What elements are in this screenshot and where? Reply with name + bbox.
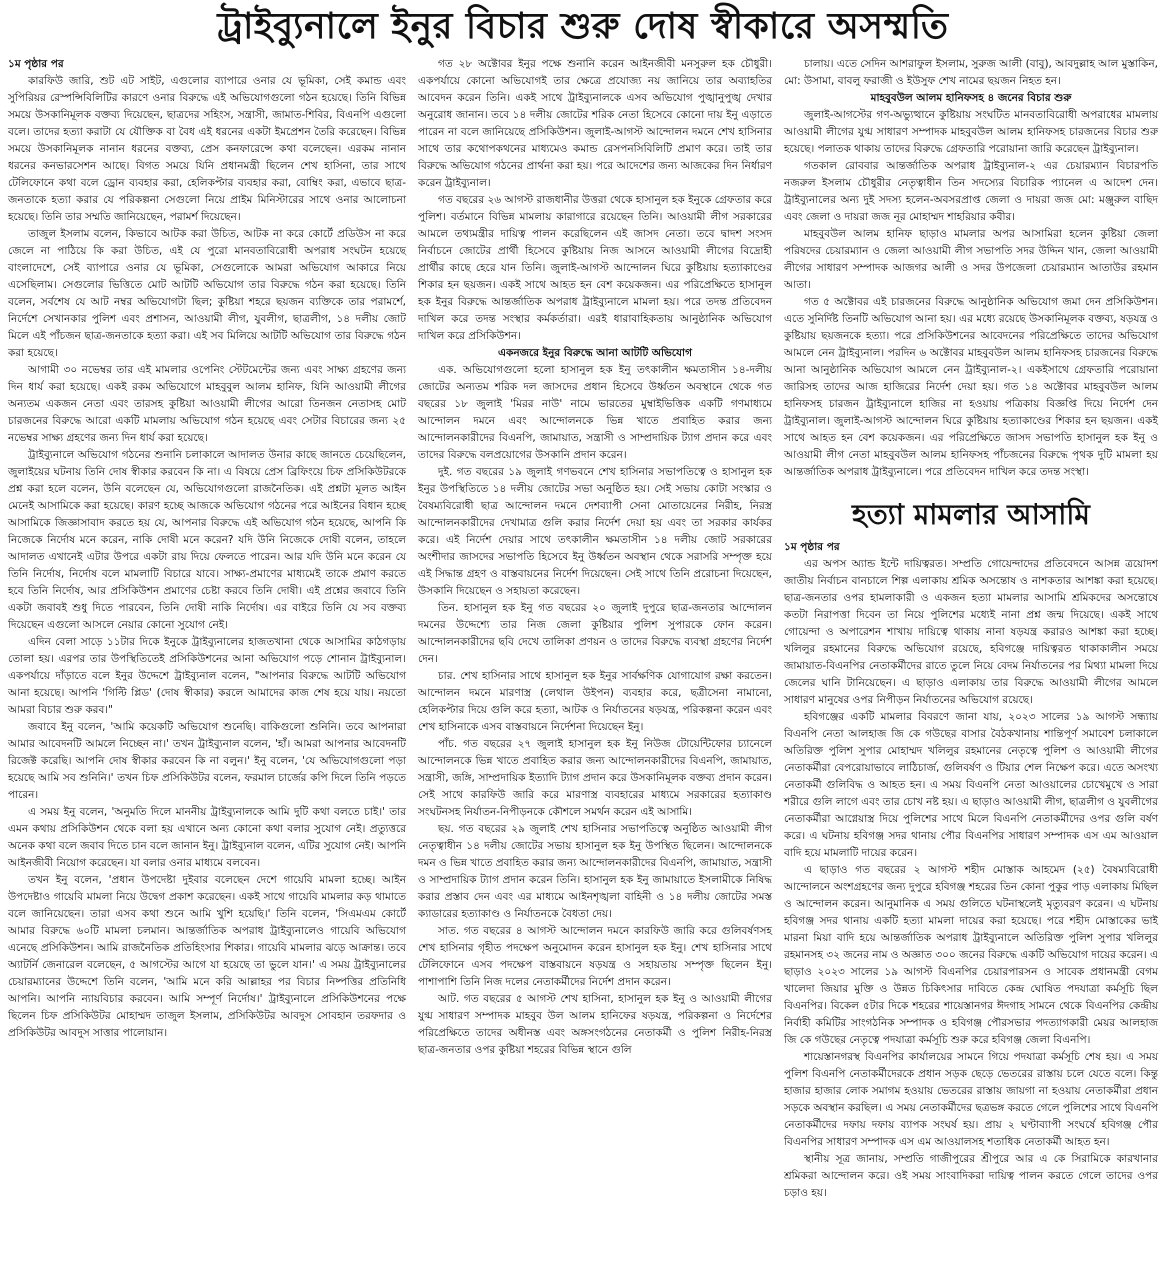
paragraph: তাজুল ইসলাম বলেন, কিভাবে আটক করা উচিত, আটক না করে কোর্টে প্রডিউস না করে জেলে না পাঠিয়ে কি করা উচিত, এই যে পুরো মানবতাবিরোধী অপরাধ সংঘটন হয়েছে বাংলাদেশে, সেই ব্যাপারে ওনার যে ভূমিকা, সেগুলোকে আমরা অভিযোগ আকারে নিয়ে এসেছিলাম। সেগুলোর ভিত্তিতে মোট আটটি অভিযোগ তার বিরুদ্ধে গঠন করা হয়েছে। তিনি বলেন, সর্বশেষ যে আট নম্বর অভিযোগটা ছিল; কুষ্টিয়া শহরে ছয়জন ব্যক্তিকে তার পরামর্শে, নির্দেশে সেখানকার পুলিশ এবং প্রশাসন, আওয়ামী লীগ, যুবলীগ, ছাত্রলীগ, ১৪ দলীয় জোট মিলে এই পাঁচজন ছাত্র-জনতাকে হত্যা করা। এই সব মিলিয়ে আটটি অভিযোগ তার বিরুদ্ধে গঠন করা হয়েছে।	[8, 228, 406, 359]
paragraph: কারফিউ জারি, শুট এট সাইট, এগুলোর ব্যাপারে ওনার যে ভূমিকা, সেই কমান্ড এবং সুপিরিয়র রেস্পন্সিবিলিটির কারণে ওনার বিরুদ্ধে এই অভিযোগগুলো গঠন হয়েছে। তিনি বিভিন্ন সময়ে উসকানিমূলক বক্তব্য দিয়েছেন, ছাত্রদের সহিংস, সন্ত্রাসী, জামাত-শিবির, বিএনপি এগুলো বলে। তাদের হত্যা করাটা যে যৌক্তিক বা বৈধ এই ধরনের একটা ইমপ্রেশন তৈরি করেছেন। বিভিন্ন সময়ে উসকানিমূলক নানান ধরনের বক্তব্য, প্রেস কনফারেন্সে কথা বলেছেন। এরকম নানান ধরনের কনভারসেশন আছে। বিগত সময়ে যিনি প্রধানমন্ত্রী ছিলেন শেখ হাসিনা, তার সাথে টেলিফোনে কথা বলে ড্রোন ব্যবহার করা, হেলিকপ্টার ব্যবহার করা, বোম্বিং করা, এভাবে ছাত্র-জনতাকে হত্যা করার যে পরিকল্পনা সেগুলো নিয়ে প্রাইম মিনিস্টারের সাথে ওনার আলোচনা হয়েছে। তিনি তার সম্মতি জানিয়েছেন, পরামর্শ দিয়েছেন।	[8, 75, 406, 223]
paragraph: আট. গত বছরের ৫ আগস্ট শেখ হাসিনা, হাসানুল হক ইনু ও আওয়ামী লীগের যুগ্ম সাধারণ সম্পাদক মাহবুব উল আলম হানিফের ষড়যন্ত্র, পরিকল্পনা ও নির্দেশের পরিপ্রেক্ষিতে তাদের অধীনস্ত এবং অঙ্গসংগঠনের নেতাকর্মী ও পুলিশ নিরীহ-নিরস্ত্র ছাত্র-জনতার ওপর কুষ্টিয়া শহরের বিভিন্ন স্থানে গুলি	[418, 993, 772, 1056]
paragraph: গত ২৮ অক্টোবর ইনুর পক্ষে শুনানি করেন আইনজীবী মনসুরুল হক চৌধুরী। একপর্যায়ে কোনো অভিযোগই তার ক্ষেত্রে প্রযোজ্য নয় জানিয়ে তার অব্যাহতির আবেদন করেন তিনি। একই সাথে ট্রাইব্যুনালকে এসব অভিযোগ পুঙ্খানুপুঙ্খ দেখার অনুরোধ জানান। তবে ১৪ দলীয় জোটের শরিক নেতা হিসেবে কোনো দায় ইনু এড়াতে পারেন না বলে জানিয়েছে প্রসিকিউশন। জুলাই-আগস্ট আন্দোলন দমনে শেখ হাসিনার সাথে তার কথোপকথনের মাধ্যমেও কমান্ড রেসপনসিবিলিটি প্রমাণ করে। তাই তার বিরুদ্ধে অভিযোগ গঠনের প্রার্থনা করা হয়। পরে আদেশের জন্য আজকের দিন নির্ধারণ করেন ট্রাইব্যুনাল।	[418, 58, 772, 189]
paragraph: জুলাই-আগস্টের গণ-অভ্যুত্থানে কুষ্টিয়ায় সংঘটিত মানবতাবিরোধী অপরাধের মামলায় আওয়ামী লীগের যুগ্ম সাধারণ সম্পাদক মাহবুবউল আলম হানিফসহ চারজনের বিচার শুরু হয়েছে। পলাতক থাকায় তাদের বিরুদ্ধে গ্রেফতারি পরোয়ানা জারি করেছেন ট্রাইব্যুনাল।	[784, 109, 1158, 155]
paragraph: গতকাল রোববার আন্তর্জাতিক অপরাধ ট্রাইব্যুনাল-২ এর চেয়ারম্যান বিচারপতি নজরুল ইসলাম চৌধুরীর নেতৃত্বাধীন তিন সদস্যের বিচারিক প্যানেল এ আদেশ দেন। ট্রাইব্যুনালের অন্য দুই সদস্য হলেন-অবসরপ্রাপ্ত জেলা ও দায়রা জজ মো: মঞ্জুরুল বাছিদ এবং জেলা ও দায়রা জজ নূর মোহাম্মদ শাহরিয়ার কবীর।	[784, 160, 1158, 223]
paragraph: এ ছাড়াও গত বছরের ২ আগস্ট শহীদ মোস্তাক আহমেদ (২৫) বৈষম্যবিরোধী আন্দোলনে অংশগ্রহণের জন্য দুপুরে হবিগঞ্জ শহরের তিন কোনা পুকুর পাড় এলাকায় মিছিল ও আন্দোলন করেন। আনুমানিক এ সময় গুলিতে ঘটনাস্থলেই মৃত্যুবরণ করেন। এ ঘটনায় হবিগঞ্জ সদর থানায় একটি হত্যা মামলা দায়ের করা হয়েছে। পরে শহীদ মোস্তাকের ভাই মারনা মিয়া বাদি হয়ে আন্তর্জাতিক অপরাধ ট্রাইব্যুনালে অতিরিক্ত পুলিশ সুপার খলিলুর রহমানসহ ৩২ জনের নাম ও অজ্ঞাত ৩০০ জনের বিরুদ্ধে একটি অভিযোগ দায়ের করেন। এ ছাড়াও ২০২৩ সালের ১৯ আগস্ট বিএনপির চেয়ারপারসন ও সাবেক প্রধানমন্ত্রী বেগম খালেদা জিয়ার মুক্তি ও উন্নত চিকিৎসার দাবিতে কেন্দ্র ঘোষিত পদযাত্রা কর্মসূচি ছিল বিএনপির। বিকেল ৫টার দিকে শহরের শায়েস্তানগর ঈদগাহ সামনে থেকে বিএনপির কেন্দ্রীয় নির্বাহী কমিটির সাংগঠনিক সম্পাদক ও হবিগঞ্জ পৌরসভার পদত্যাগকারী মেয়র আলহাজ জি কে গউছের নেতৃত্বে পদযাত্রা কর্মসূচি শুরু করে হবিগঞ্জ জেলা বিএনপি।	[784, 864, 1158, 1046]
paragraph-continued: এর অপস অ্যান্ড ইন্টে দায়িত্বরত। সম্প্রতি গোয়েন্দাদের প্রতিবেদনে আসন্ন ত্রয়োদশ জাতীয় নির্বাচন বানচালে শিল্প এলাকায় শ্রমিক অসন্তোষ ও নাশকতার আশঙ্কা করা হয়েছে। ছাত্র-জনতার ওপর হামলাকারী ও একজন হত্যা মামলার আসামি শ্রমিকদের অসন্তোষে কতটা নিরাপত্তা দিবেন তা নিয়ে পুলিশের মধ্যেই নানা প্রশ্ন জন্ম দিয়েছে। একই সাথে গোয়েন্দা ও অপারেশন শাখায় দায়িত্বে থাকায় নানা ষড়যন্ত্র করারও আশঙ্কা করা হচ্ছে। খলিলুর রহমানের বিরুদ্ধে অভিযোগ রয়েছে, হবিগঞ্জে দায়িত্বরত থাকাকালীন সময়ে জামায়াত-বিএনপির নেতাকর্মীদের রাতে তুলে নিয়ে বেদম নির্যাতনের পর মিথ্যা মামলা দিয়ে জেলের ঘানি টানিয়েছেন। এ ছাড়াও এলাকায় তার বিরুদ্ধে আওয়ামী লীগের আমলে সাধারণ মানুষের ওপর নিপীড়ন নির্যাতনের অভিযোগ রয়েছে।	[784, 558, 1158, 706]
paragraph: হবিগঞ্জের একটি মামলার বিবরণে জানা যায়, ২০২৩ সালের ১৯ আগস্ট সন্ধ্যায় বিএনপি নেতা আলহাজ জি কে গউছের বাসার বৈঠকখানায় শান্তিপূর্ণ সমাবেশ চলাকালে অতিরিক্ত পুলিশ সুপার মোহাম্মদ খলিলুর রহমানের নেতৃত্বে পুলিশ ও আওয়ামী লীগের নেতাকর্মীরা বেপরোয়াভাবে লাঠিচার্জ, গুলিবর্ষণ ও টিয়ার শেল নিক্ষেপ করে। এতে অসংখ্য নেতাকর্মী গুলিবিদ্ধ ও আহত হন। এ সময় বিএনপি নেতা আওয়ালের চোখেমুখে ও সারা শরীরে গুলি লাগে এবং তার চোখ নষ্ট হয়। এ ছাড়াও আওয়ামী লীগ, ছাত্রলীগ ও যুবলীগের নেতাকর্মীরা আগ্নেয়াস্ত্র দিয়ে পুলিশের সাথে মিলে বিএনপি নেতাকর্মীদের ওপর গুলি বর্ষণ করে। এ ঘটনায় হবিগঞ্জ সদর থানায় পৌর বিএনপির সাধারণ সম্পাদক এস এম আওয়াল বাদি হয়ে মামলাটি দায়ের করেন।	[784, 711, 1158, 859]
paragraph: পাঁচ. গত বছরের ২৭ জুলাই হাসানুল হক ইনু নিউজ টোয়েন্টিফোর চ্যানেলে আন্দোলনকে ভিন্ন খাতে প্রবাহিত করার জন্য আন্দোলনকারীদের বিএনপি, জামায়াত, সন্ত্রাসী, জঙ্গি, সাম্প্রদায়িক ইত্যাদি ট্যাগ প্রদান করে উসকানিমূলক বক্তব্য প্রদান করেন। সেই সাথে কারফিউ জারি করে মারণাস্ত্র ব্যবহারের মাধ্যমে সরকারের হত্যাকাণ্ড সংঘটনসহ নির্যাতন-নিপীড়নকে কৌশলে সমর্থন করেন এই আসামি।	[418, 738, 772, 818]
paragraph: গত বছরের ২৬ আগস্ট রাজধানীর উত্তরা থেকে হাসানুল হক ইনুকে গ্রেফতার করে পুলিশ। বর্তমানে বিভিন্ন মামলায় কারাগারে রয়েছেন তিনি। আওয়ামী লীগ সরকারের আমলে তথ্যমন্ত্রীর দায়িত্ব পালন করেছিলেন এই জাসদ নেতা। তবে দ্বাদশ সংসদ নির্বাচনে জোটের প্রার্থী হিসেবে কুষ্টিয়ায় নিজ আসনে আওয়ামী লীগের বিদ্রোহী প্রার্থীর কাছে হেরে যান তিনি। জুলাই-আগস্ট আন্দোলন ঘিরে কুষ্টিয়ায় হত্যাকাণ্ডের শিকার হন ছয়জন। একই সাথে আহত হন বেশ কয়েকজন। এর পরিপ্রেক্ষিতে হাসানুল হক ইনুর বিরুদ্ধে আন্তর্জাতিক অপরাধ ট্রাইব্যুনালে মামলা হয়। পরে তদন্ত প্রতিবেদন দাখিল করে তদন্ত সংস্থার কর্মকর্তারা। এরই ধারাবাহিকতায় আনুষ্ঠানিক অভিযোগ দাখিল করে প্রসিকিউশন।	[418, 194, 772, 342]
article-column-3	[784, 56, 1158, 1202]
section-subheading: মাহবুবউল আলম হানিফসহ ৪ জনের বিচার শুরু	[870, 92, 1072, 104]
paragraph: ছয়. গত বছরের ২৯ জুলাই শেখ হাসিনার সভাপতিত্বে অনুষ্ঠিত আওয়ামী লীগ নেতৃত্বাধীন ১৪ দলীয় জোটের সভায় হাসানুল হক ইনু উপস্থিত ছিলেন। আন্দোলনকে দমন ও ভিন্ন খাতে প্রবাহিত করার জন্য আন্দোলনকারীদের বিএনপি, জামায়াত, সন্ত্রাসী ও সাম্প্রদায়িক ট্যাগ প্রদান করেন তিনি। হাসানুল হক ইনু জামায়াতে ইসলামীকে নিষিদ্ধ করার প্রস্তাব দেন এবং এর মাধ্যমে আইনশৃঙ্খলা বাহিনী ও ১৪ দলীয় জোটের সমস্ত ক্যাডারের হত্যাকাণ্ড ও নির্যাতনকে বৈধতা দেয়।	[418, 823, 772, 920]
paragraph: গত ৫ অক্টোবর এই চারজনের বিরুদ্ধে আনুষ্ঠানিক অভিযোগ জমা দেন প্রসিকিউশন। এতে সুনির্দিষ্ট তিনটি অভিযোগ আনা হয়। এর মধ্যে রয়েছে উসকানিমূলক বক্তব্য, ষড়যন্ত্র ও কুষ্টিয়ায় ছয়জনকে হত্যা। পরে প্রসিকিউশনের আবেদনের পরিপ্রেক্ষিতে তাদের অভিযোগ আমলে নেন ট্রাইব্যুনাল। পরদিন ৬ অক্টোবর মাহবুবউল আলম হানিফসহ চারজনের বিরুদ্ধে আনা আনুষ্ঠানিক অভিযোগ আমলে নেন ট্রাইব্যুনাল-২। একইসাথে গ্রেফতারি পরোয়ানা জারিসহ তাদের আজ হাজিরের নির্দেশ দেয়া হয়। গত ১৪ অক্টোবর মাহবুবউল আলম হানিফসহ চারজন ট্রাইব্যুনালে হাজির না হওয়ায় পত্রিকায় বিজ্ঞপ্তি দিয়ে নির্দেশ দেন ট্রাইব্যুনাল। জুলাই-আগস্ট আন্দোলন ঘিরে কুষ্টিয়ায় হত্যাকাণ্ডের শিকার হন ছয়জন। একই সাথে আহত হন বেশ কয়েকজন। এর পরিপ্রেক্ষিতে জাসদ সভাপতি হাসানুল হক ইনু ও আওয়ামী লীগ নেতা মাহবুবউল আলম হানিফসহ পাঁচজনের বিরুদ্ধে পৃথক দুটি মামলা হয় আন্তর্জাতিক অপরাধ ট্রাইব্যুনালে। পরে প্রতিবেদন দাখিল করে তদন্ত সংস্থা।	[784, 296, 1158, 478]
paragraph: এদিন বেলা সাড়ে ১১টার দিকে ইনুকে ট্রাইব্যুনালের হাজতখানা থেকে আসামির কাঠগড়ায় তোলা হয়। এরপর তার উপস্থিতিতেই প্রসিকিউশনের আনা অভিযোগ পড়ে শোনান ট্রাইব্যুনাল। একপর্যায়ে দাঁড়াতে বলে ইনুর উদ্দেশে ট্রাইব্যুনাল বলেন, "আপনার বিরুদ্ধে আটটি অভিযোগ আনা হয়েছে। আপনি 'গিল্টি প্লিড' (দোষ স্বীকার) করলে আমাদের কাজ শেষ হয়ে যায়। নয়তো আমরা বিচার শুরু করব।"	[8, 636, 406, 716]
paragraph: তিন. হাসানুল হক ইনু গত বছরের ২০ জুলাই দুপুরে ছাত্র-জনতার আন্দোলন দমনের উদ্দেশ্যে তার নিজ জেলা কুষ্টিয়ার পুলিশ সুপারকে ফোন করেন। আন্দোলনকারীদের ছবি দেখে তালিকা প্রণয়ন ও তাদের বিরুদ্ধে ব্যবস্থা গ্রহণের নির্দেশ দেন।	[418, 602, 772, 665]
paragraph: এ সময় ইনু বলেন, 'অনুমতি দিলে মাননীয় ট্রাইব্যুনালকে আমি দুটি কথা বলতে চাই।' তার এমন কথায় প্রসিকিউশন থেকে বলা হয় এখানে অন্য কোনো কথা বলার সুযোগ নেই। প্রত্যুত্তরে অনেক কথা বলে জবাব দিতে চান বলে জানান ইনু। ট্রাইব্যুনাল বলেন, এটির সুযোগ নেই। আপনি আইনজীবী নিয়োগ করেছেন। যা বলার ওনার মাধ্যমে বলবেন।	[8, 806, 406, 869]
continued-from-label: ১ম পৃষ্ঠার পর	[784, 541, 840, 553]
continued-from-label: ১ম পৃষ্ঠার পর	[8, 58, 64, 70]
paragraph: মাহবুবউল আলম হানিফ ছাড়াও মামলার অপর আসামিরা হলেন কুষ্টিয়া জেলা পরিষদের চেয়ারম্যান ও জেলা আওয়ামী লীগ সভাপতি সদর উদ্দিন খান, জেলা আওয়ামী লীগের সাধারণ সম্পাদক আজগর আলী ও সদর উপজেলা চেয়ারম্যান আতাউর রহমান আতা।	[784, 228, 1158, 291]
article-column-2	[418, 56, 772, 1059]
paragraph: চার. শেখ হাসিনার সাথে হাসানুল হক ইনুর সার্বক্ষণিক যোগাযোগ রক্ষা করতেন। আন্দোলন দমনে মারণাস্ত্র (লেথাল উইপন) ব্যবহার করে, ছত্রীসেনা নামানো, হেলিকপ্টার দিয়ে গুলি করে হত্যা, আটক ও নির্যাতনের ষড়যন্ত্র, পরিকল্পনা করেন এবং শেখ হাসিনাকে এসব বাস্তবায়নে নির্দেশনা দিয়েছেন ইনু।	[418, 670, 772, 733]
paragraph-continued: চালায়। এতে সেদিন আশরাফুল ইসলাম, সুরুজ আলী (বাবু), আবদুল্লাহ আল মুস্তাকিন, মো: উসামা, বাবলু ফরাজী ও ইউসুফ শেখ নামের ছয়জন নিহত হন।	[784, 58, 1158, 87]
paragraph: আগামী ৩০ নভেম্বর তার এই মামলার ওপেনিং স্টেটমেন্টের জন্য এবং সাক্ষ্য গ্রহণের জন্য দিন ধার্য করা হয়েছে। একই রকম অভিযোগে মাহবুবুল আলম হানিফ, যিনি আওয়ামী লীগের অন্যতম একজন নেতা এবং তারসহ কুষ্টিয়া আওয়ামী লীগের আরো তিনজন নেতাসহ মোট চারজনের বিরুদ্ধে আরো একটি মামলায় অভিযোগ গঠন হয়েছে এবং সেটার বিচারের জন্য ২৫ নভেম্বর সাক্ষ্য গ্রহণের জন্য দিন ধার্য করা হয়েছে।	[8, 364, 406, 444]
section-subheading: একনজরে ইনুর বিরুদ্ধে আনা আটটি অভিযোগ	[498, 347, 692, 359]
main-headline: ট্রাইব্যুনালে ইনুর বিচার শুরু দোষ স্বীকারে অসম্মতি	[217, 6, 949, 47]
article-column-1	[8, 56, 406, 1042]
paragraph: জবাবে ইনু বলেন, 'আমি কয়েকটি অভিযোগ শুনেছি। বাকিগুলো শুনিনি। তবে আপনারা আমার আবেদনটি আমলে নিচ্ছেন না।' তখন ট্রাইব্যুনাল বলেন, 'হাঁ। আমরা আপনার আবেদনটি রিজেক্ট করেছি। আপনি দোষ স্বীকার করবেন কি না বলুন।' ইনু বলেন, 'যে অভিযোগগুলো পড়া হয়েছে আমি সব শুনিনি।' তখন চিফ প্রসিকিউটর বলেন, ফরমাল চার্জের কপি দিলে তিনি পড়তে পারেন।	[8, 721, 406, 801]
paragraph: শায়েস্তানগরস্থ বিএনপির কার্যালয়ের সামনে গিয়ে পদযাত্রা কর্মসূচি শেষ হয়। এ সময় পুলিশ বিএনপি নেতাকর্মীদেরকে প্রধান সড়ক ছেড়ে ভেতরের রাস্তায় চলে যেতে বলে। কিন্তু হাজার হাজার লোক সমাগম হওয়ায় ভেতরের রাস্তায় জায়গা না হওয়ায় নেতাকর্মীরা প্রধান সড়কে অবস্থান করছিল। এ সময় নেতাকর্মীদের ছত্রভঙ্গ করতে গেলে পুলিশের সাথে বিএনপি নেতাকর্মীদের দফায় দফায় ব্যাপক সংঘর্ষ হয়। প্রায় ২ ঘণ্টাব্যাপী সংঘর্ষে হবিগঞ্জ পৌর বিএনপির সাধারণ সম্পাদক এস এম আওয়ালসহ শতাধিক নেতাকর্মী আহত হন।	[784, 1051, 1158, 1148]
paragraph: এক. অভিযোগগুলো হলো হাসানুল হক ইনু তৎকালীন ক্ষমতাসীন ১৪-দলীয় জোটের অন্যতম শরিক দল জাসদের প্রধান হিসেবে উর্ধ্বতন অবস্থানে থেকে গত বছরের ১৮ জুলাই 'মিরর নাউ' নামে ভারতের মুম্বাইভিত্তিক একটি গণমাধ্যমে আন্দোলন দমনে এবং আন্দোলনকে ভিন্ন খাতে প্রবাহিত করার জন্য আন্দোলনকারীদের বিএনপি, জামায়াত, সন্ত্রাসী ও সাম্প্রদায়িক ট্যাগ প্রদান করে এবং তাদের বিরুদ্ধে বলপ্রয়োগের উসকানি প্রদান করেন।	[418, 364, 772, 461]
paragraph: সাত. গত বছরের ৪ আগস্ট আন্দোলন দমনে কারফিউ জারি করে গুলিবর্ষণসহ শেখ হাসিনার গৃহীত পদক্ষেপ অনুমোদন করেন হাসানুল হক ইনু। শেখ হাসিনার সাথে টেলিফোনে এসব পদক্ষেপ বাস্তবায়নে ষড়যন্ত্র ও সহায়তায় সম্পৃক্ত ছিলেন ইনু। পাশাপাশি তিনি নিজ দলের নেতাকর্মীদের নির্দেশ প্রদান করেন।	[418, 925, 772, 988]
paragraph: তখন ইনু বলেন, 'প্রধান উপদেষ্টা দুইবার বলেছেন দেশে গায়েবি মামলা হচ্ছে। আইন উপদেষ্টাও গায়েবি মামলা নিয়ে উদ্বেগ প্রকাশ করেছেন। একই সাথে গায়েবি মামলার কড় থামাতে বলে জানিয়েছেন। তারা এসব কথা শুনে আমি খুশি হয়েছি।' তিনি বলেন, 'সিএমএম কোর্টে আমার বিরুদ্ধে ৬০টি মামলা চলমান। আন্তর্জাতিক অপরাধ ট্রাইব্যুনালেও গায়েবি অভিযোগ এনেছে প্রসিকিউশন। আমি রাজনৈতিক প্রতিহিংসার শিকার। গায়েবি মামলার ঝড়ে আক্রান্ত। তবে অ্যাটর্নি জেনারেল বলেছেন, ৫ আগস্টের আগে যা হয়েছে তা ভুলে যান।' এ সময় ট্রাইব্যুনালের চেয়ারম্যানের উদ্দেশে তিনি বলেন, 'আমি মনে করি আল্লাহর পর বিচার নিষ্পত্তির প্রতিনিধি আপনি। আপনি ন্যায়বিচার করবেন। আমি সম্পূর্ণ নির্দোষ।' ট্রাইব্যুনালে প্রসিকিউশনের পক্ষে ছিলেন চিফ প্রসিকিউটর মোহাম্মদ তাজুল ইসলাম, প্রসিকিউটর আবদুস সোবহান তরফদার ও প্রসিকিউটর আবদুস সাত্তার পালোয়ান।	[8, 874, 406, 1039]
paragraph: ট্রাইব্যুনালে অভিযোগ গঠনের শুনানি চলাকালে আদালত উনার কাছে জানতে চেয়েছিলেন, জুলাইয়ের ঘটনায় তিনি দোষ স্বীকার করবেন কি না। এ বিষয়ে প্রেস ব্রিফিংয়ে চিফ প্রসিকিউটরকে প্রশ্ন করা হলে বলেন, উনি বলেছেন যে, অভিযোগগুলো রাজনৈতিক। এই প্রশ্নটা মূলত আইন মেনেই আসামিকে করা হয়েছে। কারণ হচ্ছে আজকে অভিযোগ গঠনের পরে আইনের বিধান হচ্ছে আসামিকে জিজ্ঞাসাবাদ করতে হয় যে, আপনার বিরুদ্ধে এই অভিযোগ গঠন হয়েছে, আপনি কি নিজেকে নির্দোষ মনে করেন, নাকি দোষী মনে করেন? যদি উনি নিজেকে দোষী বলেন, তাহলে আদালত এখানেই এটার উপরে একটা রায় দিয়ে ফেলতে পারেন। আর যদি উনি মনে করেন যে তিনি নির্দোষ, নির্দোষ বলে মামলাটি বিচারে যাবে। সাক্ষ্য-প্রমাণের মাধ্যমেই তাকে প্রমাণ করতে হবে তিনি নির্দোষ, আর প্রসিকিউশন প্রমাণের চেষ্টা করবে তিনি দোষী। এই প্রশ্নের জবাবে তিনি একটা জবাবই শুধু দিতে পারবেন, তিনি দোষী নাকি নির্দোষ। এর বাইরে তিনি যে সব বক্তব্য দিয়েছেন এগুলো আসলে নেয়ার কোনো সুযোগ নেই।	[8, 449, 406, 631]
paragraph: স্থানীয় সূত্র জানায়, সম্প্রতি গাজীপুরের শ্রীপুরে আর এ কে সিরামিকে কারখানার শ্রমিকরা আন্দোলন করে। ওই সময় সাংবাদিকরা দায়িত্ব পালন করতে গেলে তাদের ওপর চড়াও হয়।	[784, 1153, 1158, 1199]
paragraph: দুই. গত বছরের ১৯ জুলাই গণভবনে শেখ হাসিনার সভাপতিত্বে ও হাসানুল হক ইনুর উপস্থিতিতে ১৪ দলীয় জোটের সভা অনুষ্ঠিত হয়। সেই সভায় কোটা সংস্কার ও বৈষম্যবিরোধী ছাত্র আন্দোলন দমনে দেশব্যাপী সেনা মোতায়েনের নিরীহ, নিরস্ত্র আন্দোলনকারীদের দেখামাত্র গুলি করার নির্দেশ দেয়া হয় এবং তা সরকার কার্যকর করে। এই নির্দেশ দেয়ার সাথে তৎকালীন ক্ষমতাসীন ১৪ দলীয় জোট সরকারের অংশীদার জাসদের সভাপতি হিসেবে ইনু উর্ধ্বতন অবস্থান থেকে সরাসরি সম্পৃক্ত হয়ে এই সিদ্ধান্ত গ্রহণ ও বাস্তবায়নের নির্দেশ দিয়েছেন। সেই সাথে তিনি প্ররোচনা দিয়েছেন, উসকানি দিয়েছেন ও সহায়তা করেছেন।	[418, 466, 772, 597]
secondary-headline: হত্যা মামলার আসামি	[852, 498, 1090, 531]
